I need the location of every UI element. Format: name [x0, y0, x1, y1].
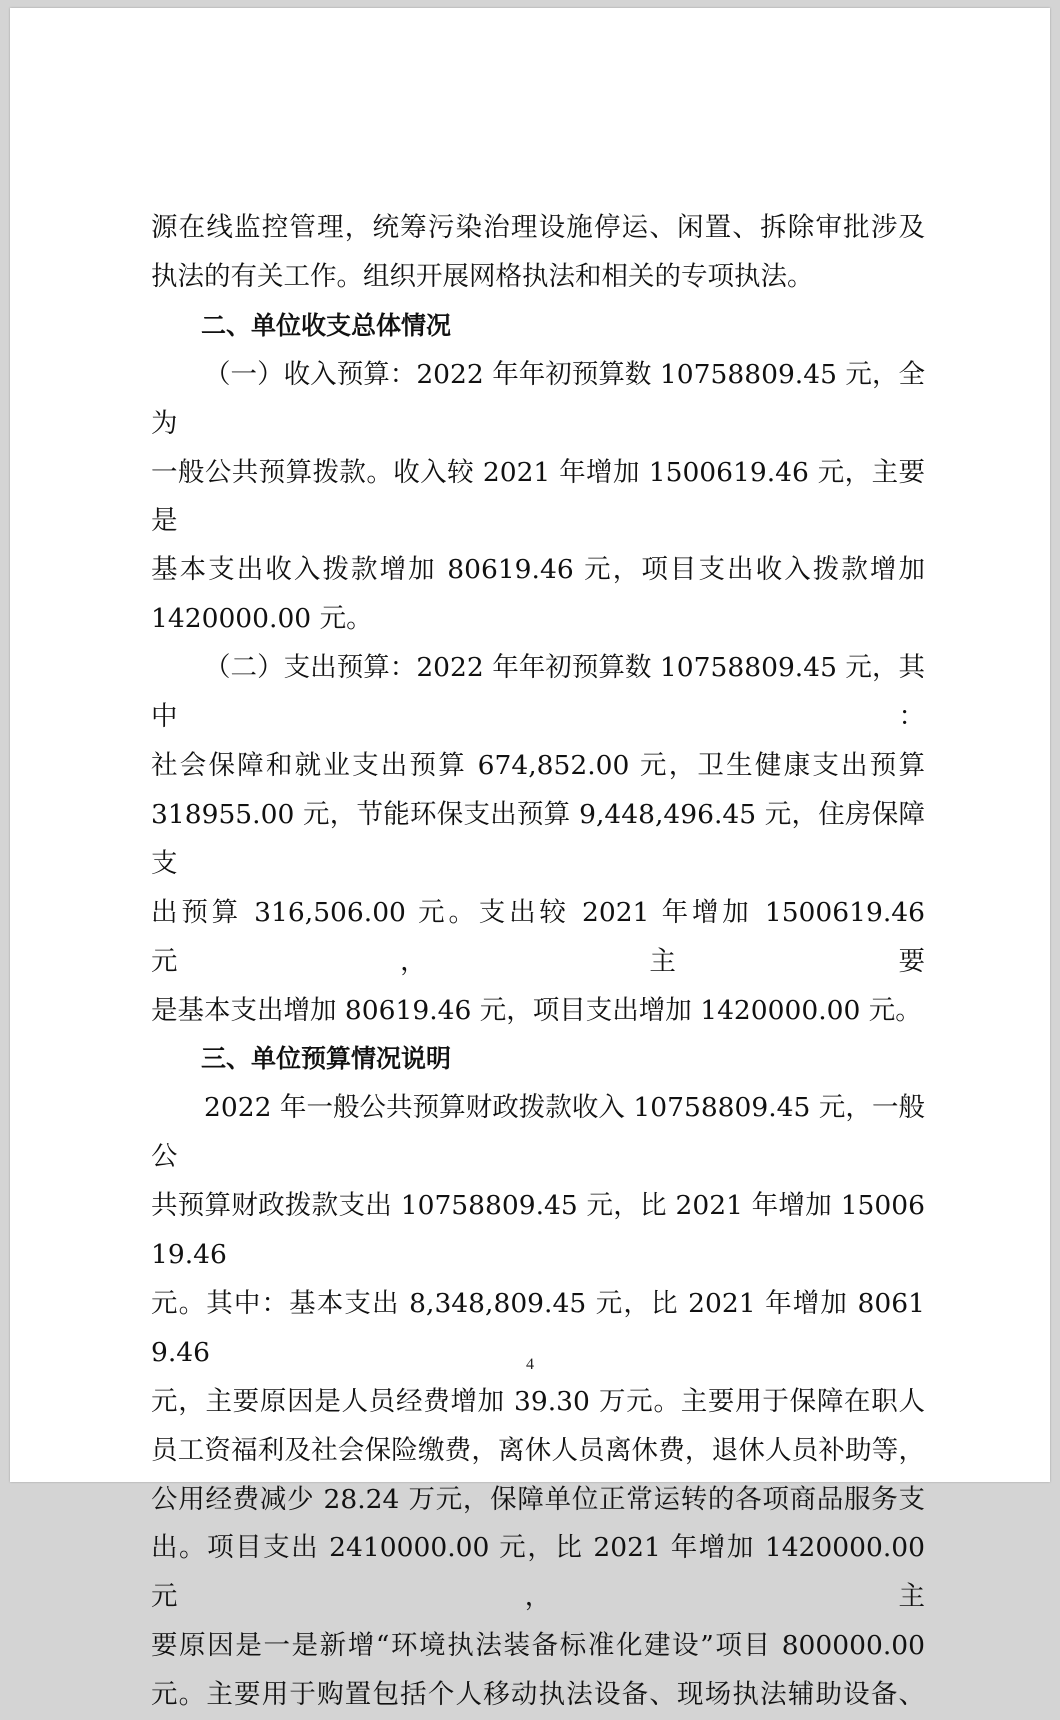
document-body — [151, 204, 925, 1720]
text-line: 要原因是一是新增“环境执法装备标准化建设”项目 800000.00 — [151, 1630, 925, 1662]
page-number: 4 — [526, 1356, 534, 1373]
section-heading-budget-explanation: 三、单位预算情况说明 — [201, 1044, 452, 1074]
text-line: 出。项目支出 2410000.00 元，比 2021 年增加 1420000.00 元，主 — [151, 1532, 925, 1613]
text-line: 元。其中：基本支出 8,348,809.45 元，比 2021 年增加 80619.46 — [151, 1287, 925, 1368]
section-heading-budget-overview: 二、单位收支总体情况 — [201, 310, 452, 340]
document-page — [10, 8, 1050, 1711]
text-line: 执法的有关工作。组织开展网格执法和相关的专项执法。 — [151, 260, 814, 292]
text-line: 元。主要用于购置包括个人移动执法设备、现场执法辅助设备、 — [151, 1679, 925, 1711]
text-line: 是基本支出增加 80619.46 元，项目支出增加 1420000.00 元。 — [151, 994, 922, 1026]
text-line: 出预算 316,506.00 元。支出较 2021 年增加 1500619.46 元，主要 — [151, 896, 925, 977]
text-line: 员工资福利及社会保险缴费，离休人员离休费，退休人员补助等， — [151, 1434, 925, 1466]
text-line: 基本支出收入拨款增加 80619.46 元，项目支出收入拨款增加 — [151, 554, 925, 586]
text-line: 源在线监控管理，统筹污染治理设施停运、闲置、拆除审批涉及 — [151, 212, 925, 243]
text-line: 一般公共预算拨款。收入较 2021 年增加 1500619.46 元，主要是 — [151, 456, 925, 537]
text-line: 共预算财政拨款支出 10758809.45 元，比 2021 年增加 1500619.46 — [151, 1190, 925, 1271]
text-line: 318955.00 元，节能环保支出预算 9,448,496.45 元，住房保障支 — [151, 798, 925, 879]
text-line: 元，主要原因是人员经费增加 39.30 万元。主要用于保障在职人 — [151, 1385, 925, 1417]
text-line: 社会保障和就业支出预算 674,852.00 元，卫生健康支出预算 — [151, 749, 925, 781]
text-line: 公用经费减少 28.24 万元，保障单位正常运转的各项商品服务支 — [151, 1483, 925, 1515]
text-line: 2022 年一般公共预算财政拨款收入 10758809.45 元，一般公 — [151, 1092, 925, 1173]
text-line: 1420000.00 元。 — [151, 603, 373, 635]
text-line: （二）支出预算：2022 年年初预算数 10758809.45 元，其中： — [151, 652, 925, 733]
text-line: （一）收入预算：2022 年年初预算数 10758809.45 元，全为 — [151, 358, 925, 439]
